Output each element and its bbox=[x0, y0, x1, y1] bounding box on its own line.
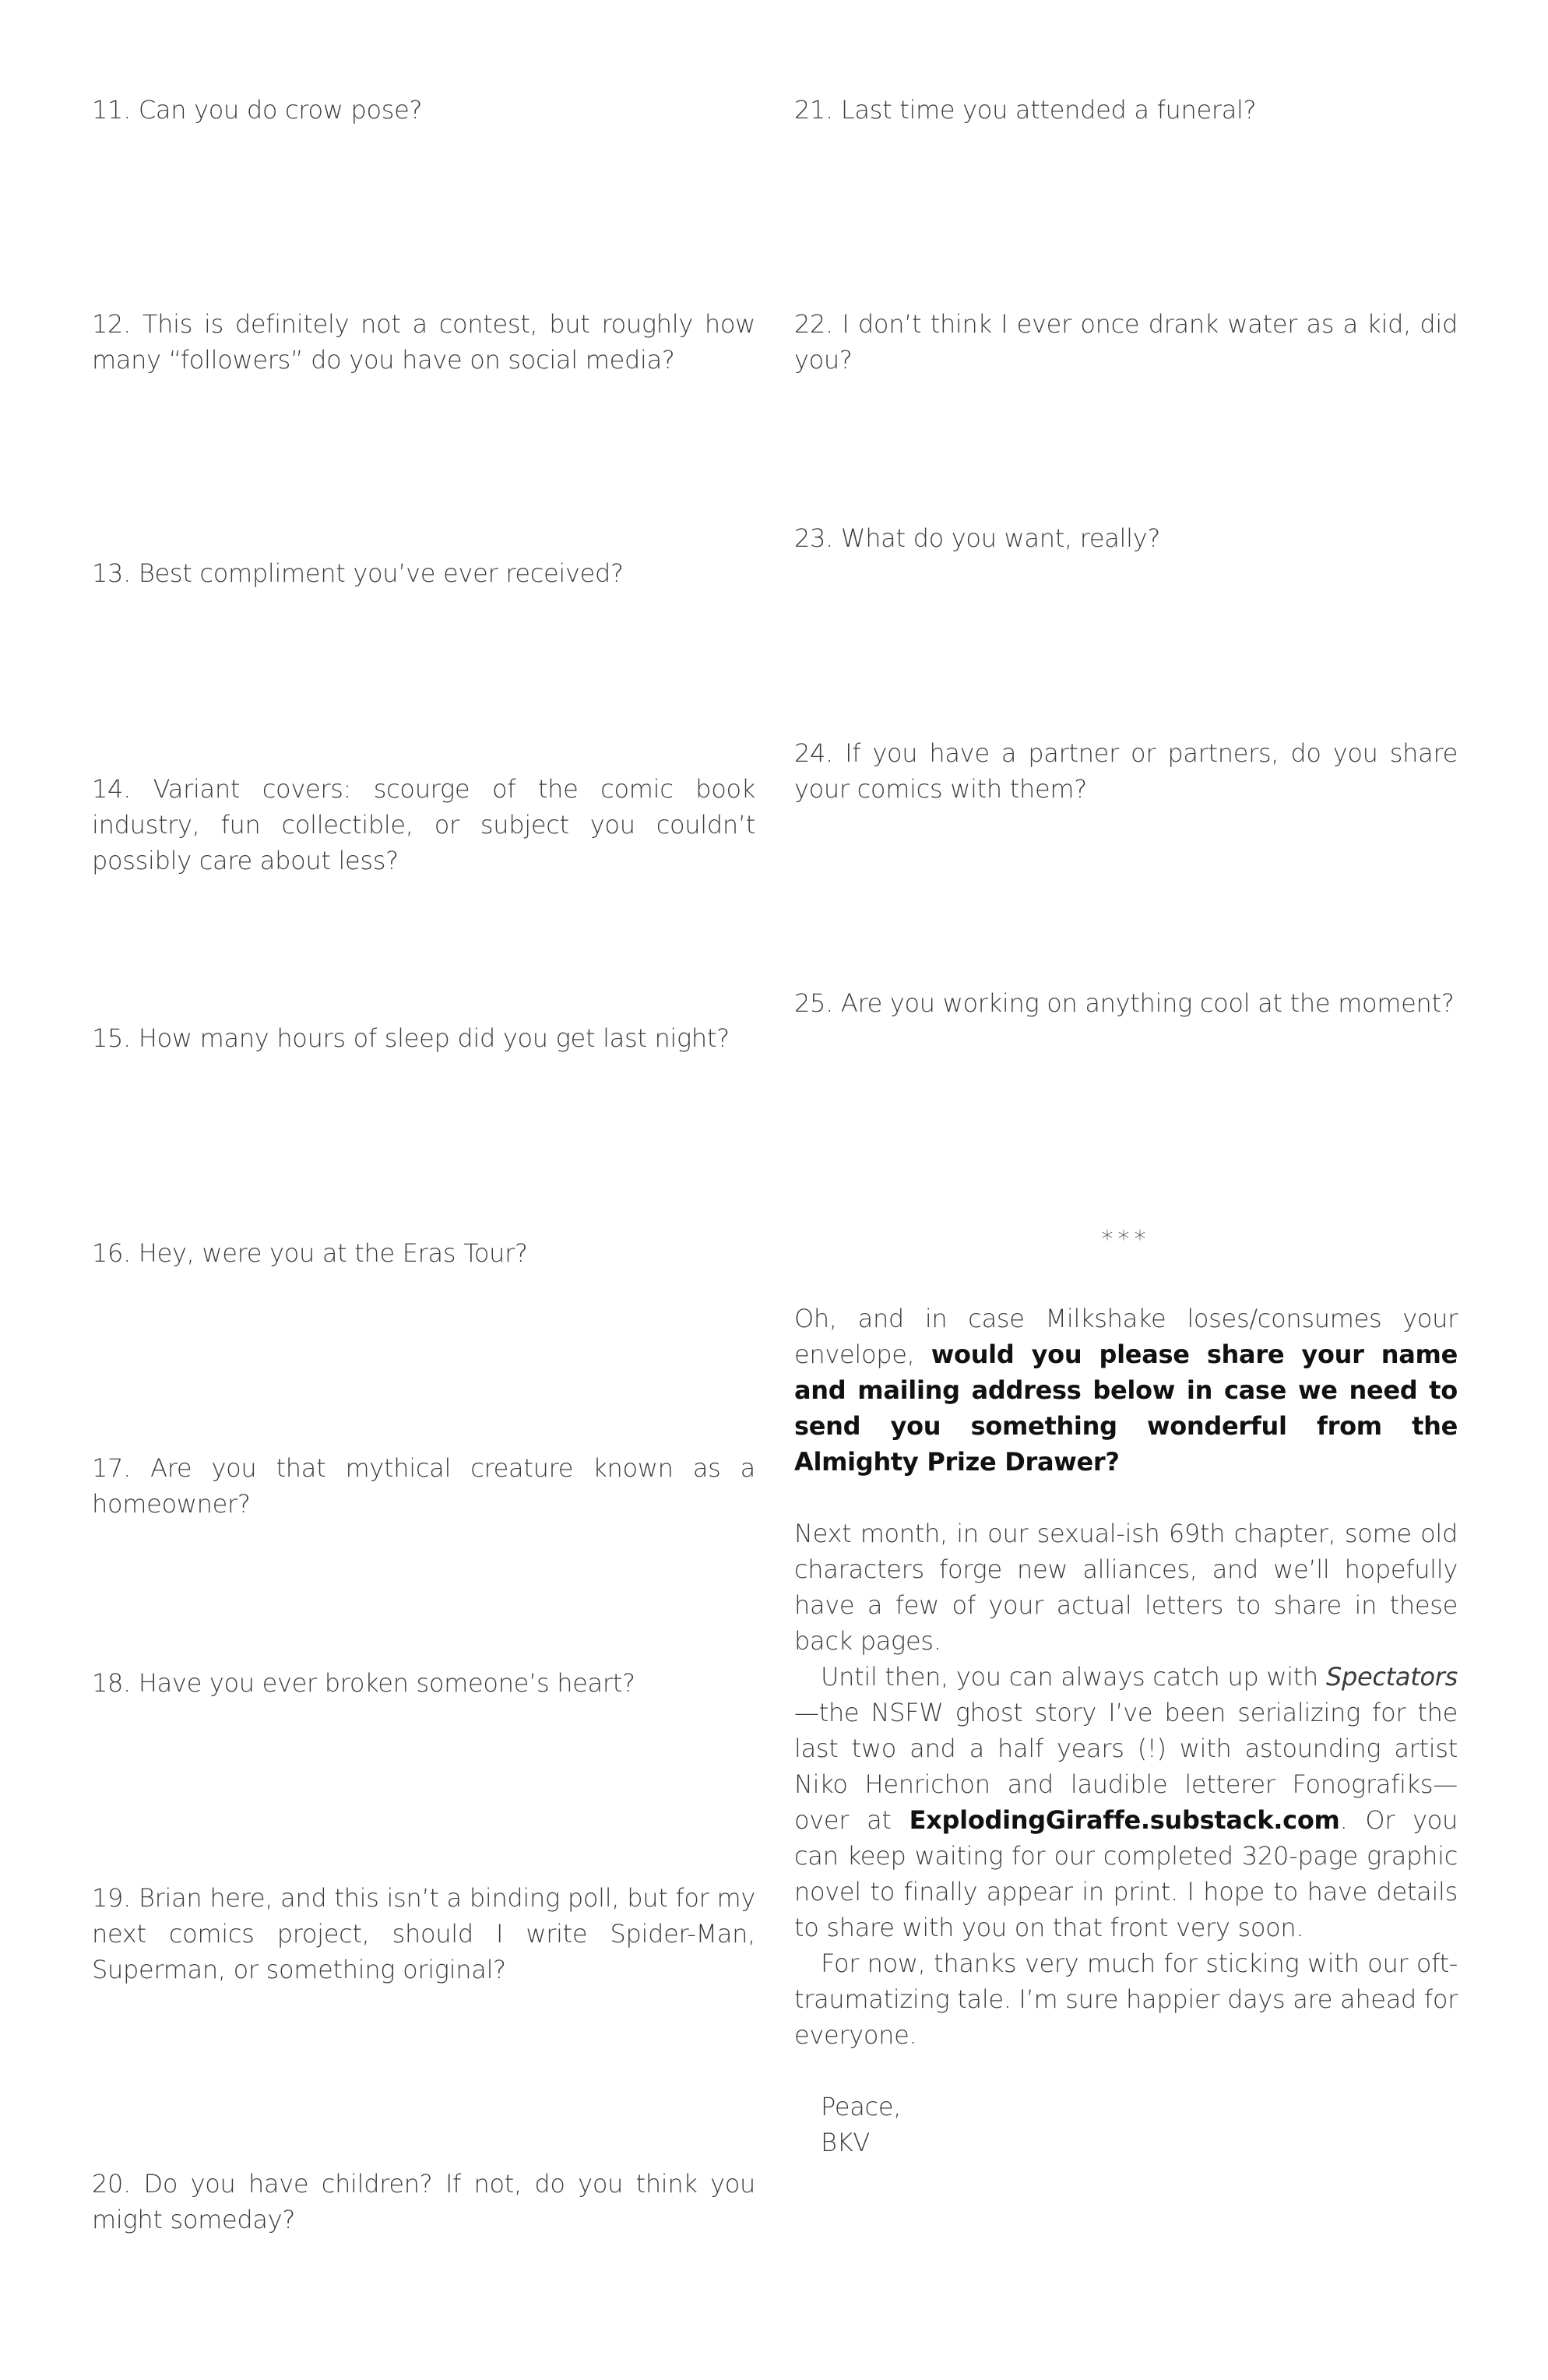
closing: Peace, bbox=[821, 2092, 902, 2121]
afterword-paragraph-4: For now, thanks very much for sticking with our oft-traumatizing tale. I’m sure happier days are ahead for everyone. bbox=[794, 1949, 1458, 2050]
question-25: 25. Are you working on anything cool at the moment? bbox=[794, 988, 1455, 1018]
afterword bbox=[794, 1301, 1458, 2160]
afterword-p3-c: . Or you can keep waiting for our completed 320-page graphic novel to finally appear in print. I hope to have details to share with you on that front very soon. bbox=[794, 1805, 1458, 1942]
question-11: 11. Can you do crow pose? bbox=[92, 95, 423, 125]
spectators-title: Spectators bbox=[1325, 1662, 1458, 1692]
question-16: 16. Hey, were you at the Eras Tour? bbox=[92, 1238, 528, 1268]
signature: BKV bbox=[821, 2128, 870, 2157]
prize-drawer-request: would you please share your name and mailing address below in case we need to send you something wonderful from the Almighty Prize Drawer? bbox=[794, 1340, 1458, 1477]
afterword-p3-a: Until then, you can always catch up with bbox=[821, 1662, 1326, 1692]
paragraph-gap bbox=[794, 2053, 1458, 2089]
question-22: 22. I don’t think I ever once drank water as a kid, did you? bbox=[794, 309, 1458, 375]
substack-link[interactable]: ExplodingGiraffe.substack.com bbox=[909, 1805, 1340, 1835]
afterword-paragraph-2: Next month, in our sexual-ish 69th chapter, some old characters forge new alliances, and we’ll hopefully have a few of your actual letters to share in these back pages. bbox=[794, 1519, 1458, 1656]
afterword-paragraph-1 bbox=[794, 1301, 1458, 1480]
paragraph-gap bbox=[794, 1480, 1458, 1516]
afterword-paragraph-3 bbox=[794, 1659, 1458, 1945]
question-13: 13. Best compliment you’ve ever received? bbox=[92, 558, 624, 588]
question-20: 20. Do you have children? If not, do you think you might someday? bbox=[92, 2169, 755, 2234]
question-14: 14. Variant covers: scourge of the comic book industry, fun collectible, or subject you couldn’t possibly care about less? bbox=[92, 774, 755, 875]
question-23: 23. What do you want, really? bbox=[794, 523, 1161, 553]
question-15: 15. How many hours of sleep did you get last night? bbox=[92, 1023, 730, 1053]
question-24: 24. If you have a partner or partners, do you share your comics with them? bbox=[794, 738, 1458, 804]
question-21: 21. Last time you attended a funeral? bbox=[794, 95, 1257, 125]
question-12: 12. This is definitely not a contest, but roughly how many “followers” do you have on social media? bbox=[92, 309, 755, 375]
question-18: 18. Have you ever broken someone’s heart? bbox=[92, 1668, 635, 1698]
section-separator: *** bbox=[1101, 1226, 1151, 1253]
question-17: 17. Are you that mythical creature known as a homeowner? bbox=[92, 1453, 755, 1519]
question-19: 19. Brian here, and this isn’t a binding poll, but for my next comics project, should I write Spider-Man, Superman, or something original? bbox=[92, 1883, 755, 1984]
afterword-p3-b: —the NSFW ghost story I’ve been serializing for the last two and a half years (!) with astounding artist Niko Henrichon and laudible letterer Fonografiks—over at bbox=[794, 1698, 1458, 1835]
afterword-p1-lead: Oh, and in case Milkshake loses/consumes your envelope, bbox=[794, 1304, 1458, 1369]
